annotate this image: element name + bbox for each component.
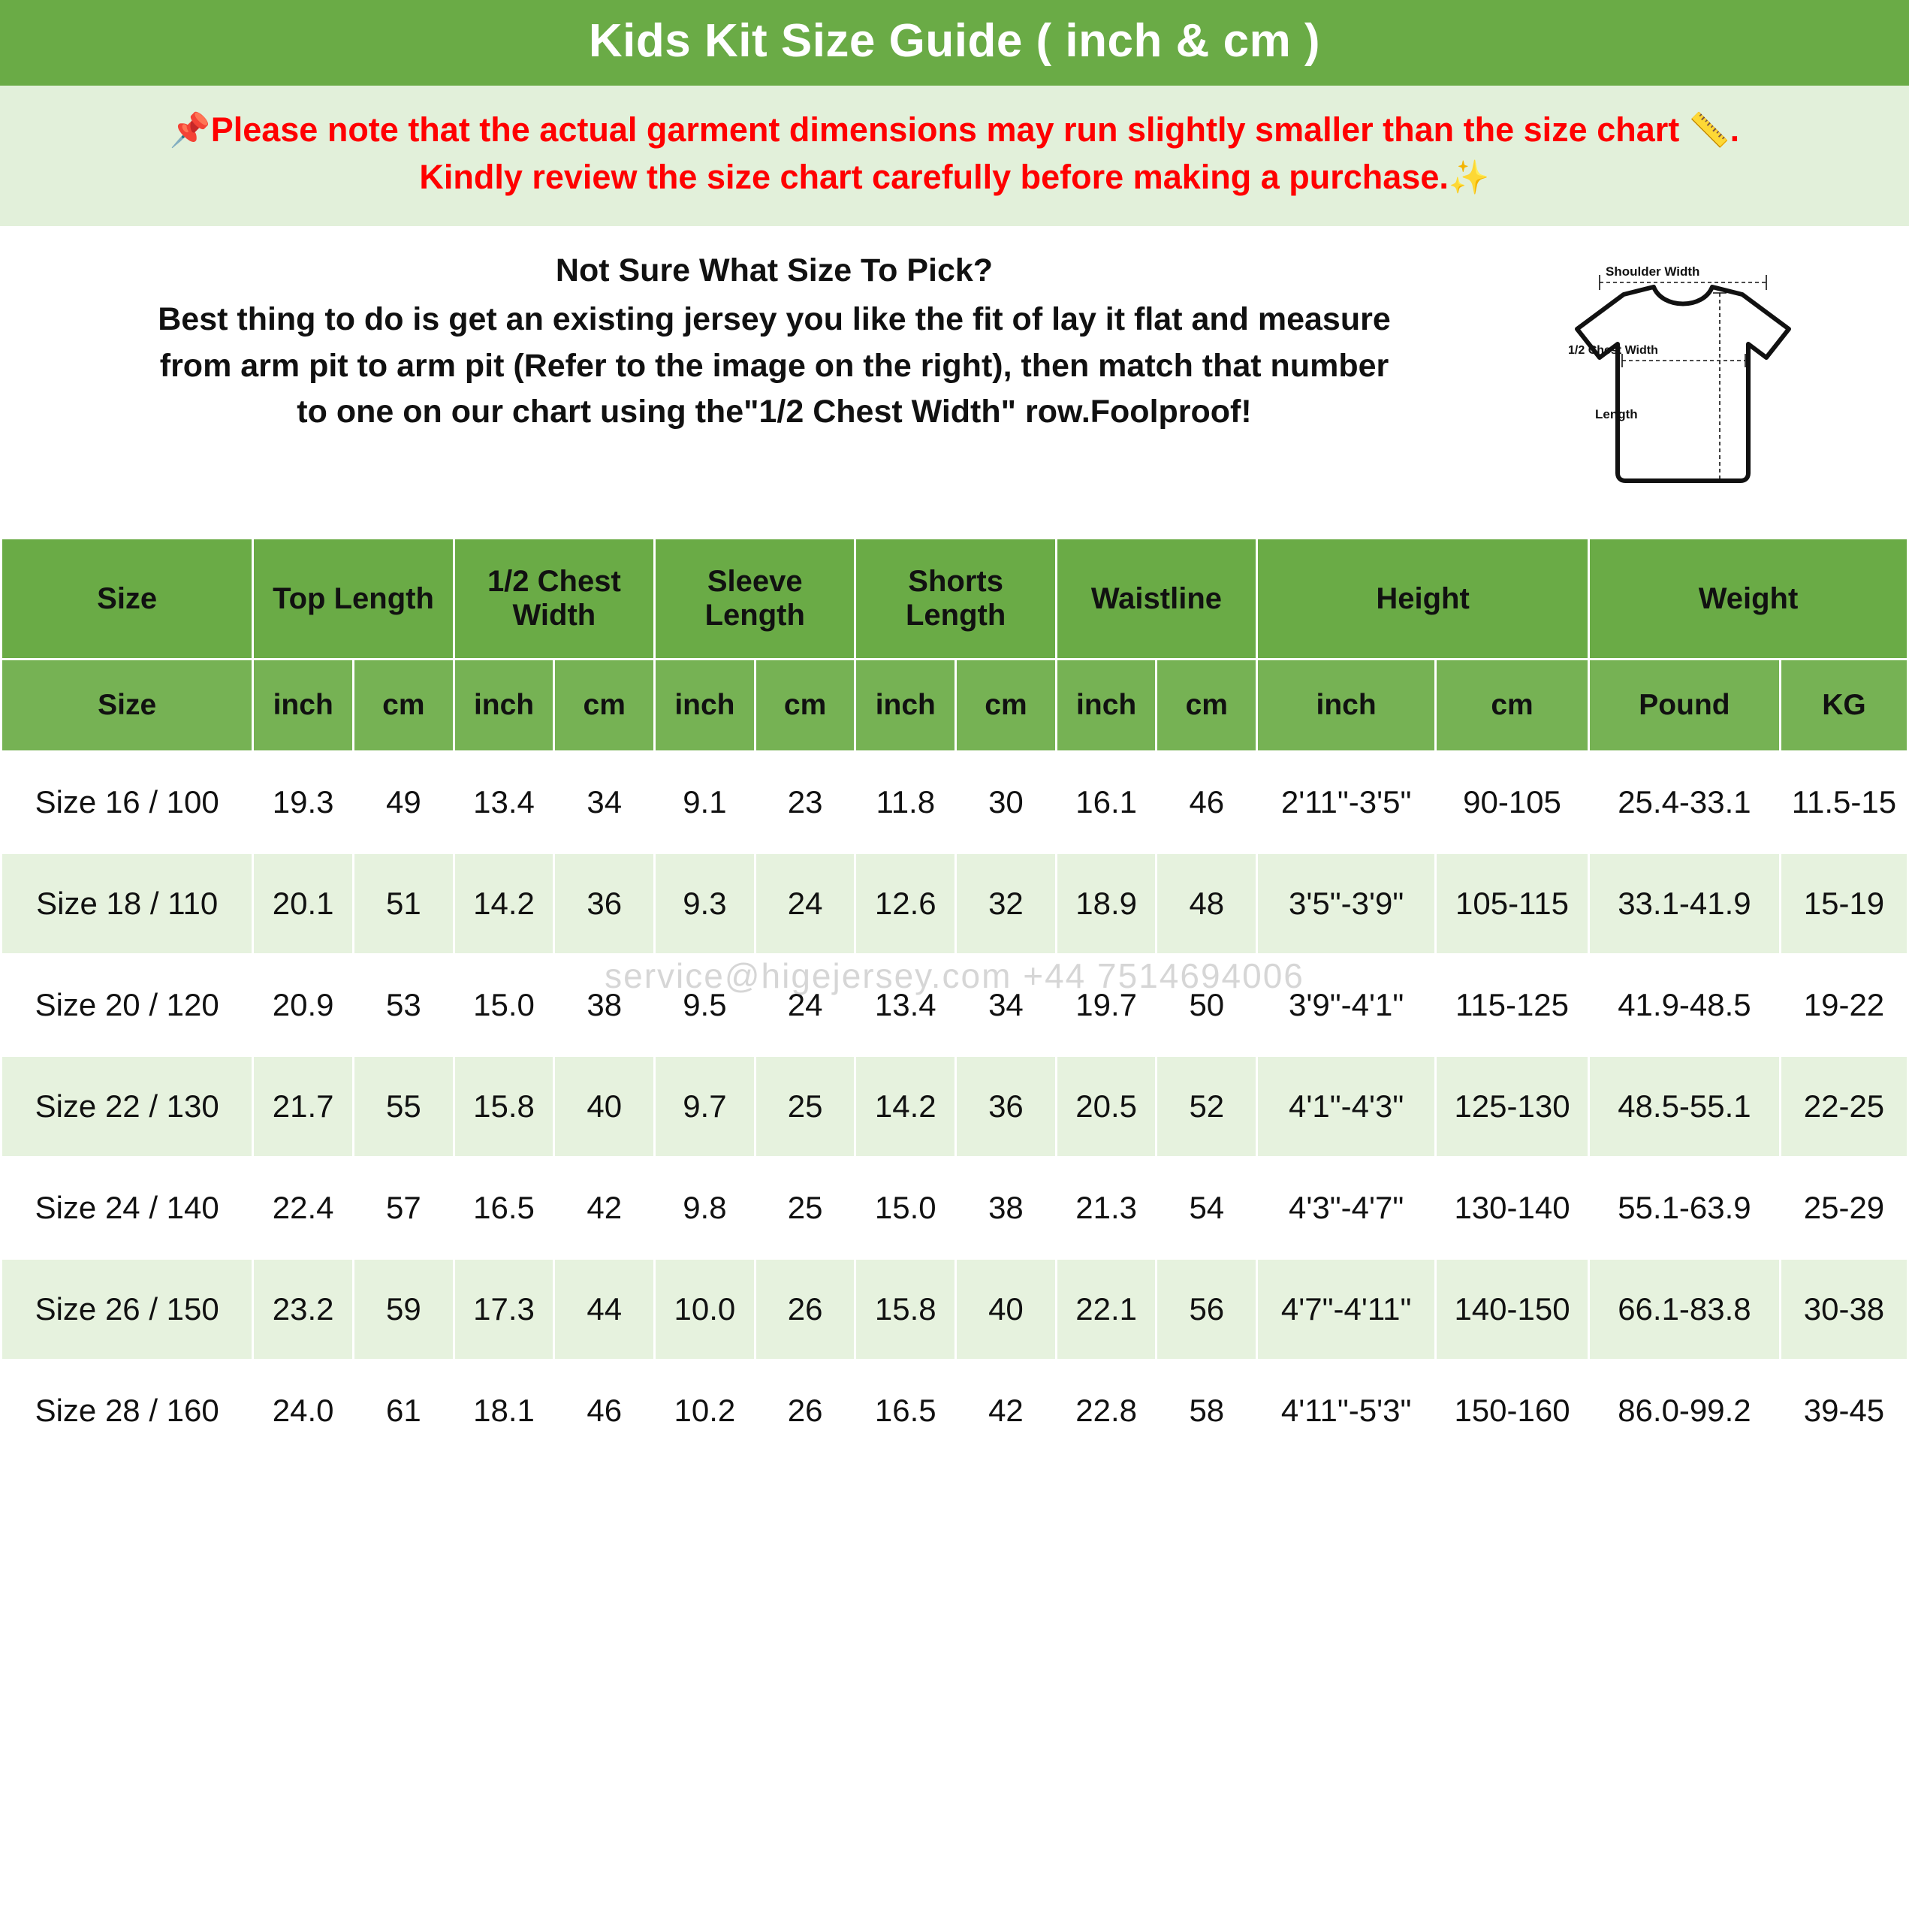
- warning-note-line-1: [23, 107, 1886, 154]
- table-cell: 105-115: [1436, 853, 1589, 955]
- length-label: Length: [1595, 407, 1638, 422]
- table-cell: 54: [1157, 1158, 1257, 1259]
- table-cell: 22.4: [253, 1158, 354, 1259]
- table-cell: 30-38: [1780, 1259, 1907, 1360]
- table-cell: 90-105: [1436, 752, 1589, 853]
- table-cell: 51: [354, 853, 454, 955]
- help-text: [0, 248, 1541, 434]
- table-cell: 11.5-15: [1780, 752, 1907, 853]
- table-body: [2, 752, 1908, 1462]
- table-head: [2, 539, 1908, 752]
- table-cell: 9.1: [655, 752, 755, 853]
- header-sleeve-length: Sleeve Length: [655, 539, 855, 660]
- table-cell: 9.7: [655, 1056, 755, 1158]
- table-cell: 32: [956, 853, 1057, 955]
- table-cell: 18.9: [1056, 853, 1157, 955]
- table-cell: 22.8: [1056, 1360, 1157, 1462]
- table-row: [2, 1259, 1908, 1360]
- table-cell: 25: [755, 1056, 855, 1158]
- warning-note-line-2: [23, 154, 1886, 201]
- table-cell: 150-160: [1436, 1360, 1589, 1462]
- group-header-row: [2, 539, 1908, 660]
- table-cell: 14.2: [454, 853, 554, 955]
- help-heading: Not Sure What Size To Pick?: [555, 252, 994, 289]
- table-cell: 41.9-48.5: [1588, 955, 1780, 1056]
- table-cell: 130-140: [1436, 1158, 1589, 1259]
- table-cell: 13.4: [855, 955, 956, 1056]
- table-cell: 15.8: [454, 1056, 554, 1158]
- table-cell: 18.1: [454, 1360, 554, 1462]
- warning-note: [0, 86, 1909, 228]
- table-cell: 12.6: [855, 853, 956, 955]
- table-cell: 19.7: [1056, 955, 1157, 1056]
- table-cell: 34: [956, 955, 1057, 1056]
- table-cell: 16.5: [454, 1158, 554, 1259]
- table-cell: 4'3"-4'7": [1257, 1158, 1436, 1259]
- table-cell: 25.4-33.1: [1588, 752, 1780, 853]
- tshirt-measurement-diagram: [1541, 248, 1826, 518]
- header-height: Height: [1257, 539, 1589, 660]
- row-size-label: Size 24 / 140: [2, 1158, 253, 1259]
- table-cell: 13.4: [454, 752, 554, 853]
- table-row: [2, 1056, 1908, 1158]
- shoulder-width-label: Shoulder Width: [1606, 264, 1700, 279]
- table-row: [2, 752, 1908, 853]
- unit-height-cm: cm: [1436, 660, 1589, 752]
- unit-weight-kg: KG: [1780, 660, 1907, 752]
- table-cell: 58: [1157, 1360, 1257, 1462]
- table-cell: 39-45: [1780, 1360, 1907, 1462]
- table-cell: 15.0: [855, 1158, 956, 1259]
- table-cell: 3'5"-3'9": [1257, 853, 1436, 955]
- table-cell: 53: [354, 955, 454, 1056]
- table-cell: 38: [956, 1158, 1057, 1259]
- table-cell: 55.1-63.9: [1588, 1158, 1780, 1259]
- table-cell: 33.1-41.9: [1588, 853, 1780, 955]
- warning-note-text-2: Kindly review the size chart carefully before making a purchase.: [419, 157, 1449, 196]
- table-cell: 16.5: [855, 1360, 956, 1462]
- table-row: [2, 955, 1908, 1056]
- unit-top-length-inch: inch: [253, 660, 354, 752]
- table-cell: 42: [956, 1360, 1057, 1462]
- table-cell: 9.8: [655, 1158, 755, 1259]
- table-cell: 22-25: [1780, 1056, 1907, 1158]
- table-cell: 44: [554, 1259, 655, 1360]
- table-cell: 36: [956, 1056, 1057, 1158]
- help-line-3: to one on our chart using the"1/2 Chest Width" row.Foolproof!: [297, 393, 1252, 430]
- pin-icon: 📌: [169, 112, 211, 149]
- table-cell: 66.1-83.8: [1588, 1259, 1780, 1360]
- table-cell: 24: [755, 853, 855, 955]
- table-cell: 19-22: [1780, 955, 1907, 1056]
- table-cell: 56: [1157, 1259, 1257, 1360]
- watermark: service@higejersey.com +44 7514694006: [605, 956, 1304, 995]
- unit-top-length-cm: cm: [354, 660, 454, 752]
- table-cell: 42: [554, 1158, 655, 1259]
- table-row: [2, 853, 1908, 955]
- table-cell: 20.1: [253, 853, 354, 955]
- table-cell: 20.5: [1056, 1056, 1157, 1158]
- table-cell: 15.8: [855, 1259, 956, 1360]
- table-cell: 15-19: [1780, 853, 1907, 955]
- sparkle-icon: ✨: [1448, 158, 1490, 196]
- table-cell: 46: [1157, 752, 1257, 853]
- unit-shorts-cm: cm: [956, 660, 1057, 752]
- table-cell: 21.3: [1056, 1158, 1157, 1259]
- unit-waist-inch: inch: [1056, 660, 1157, 752]
- table-cell: 25-29: [1780, 1158, 1907, 1259]
- header-size: Size: [2, 539, 253, 660]
- header-weight: Weight: [1588, 539, 1907, 660]
- table-cell: 140-150: [1436, 1259, 1589, 1360]
- unit-height-inch: inch: [1257, 660, 1436, 752]
- table-cell: 2'11"-3'5": [1257, 752, 1436, 853]
- table-cell: 10.2: [655, 1360, 755, 1462]
- row-size-label: Size 18 / 110: [2, 853, 253, 955]
- help-section: [0, 228, 1909, 537]
- table-cell: 19.3: [253, 752, 354, 853]
- table-cell: 34: [554, 752, 655, 853]
- page-title: Kids Kit Size Guide ( inch & cm ): [0, 0, 1909, 86]
- table-cell: 22.1: [1056, 1259, 1157, 1360]
- table-cell: 61: [354, 1360, 454, 1462]
- table-row: [2, 1360, 1908, 1462]
- table-cell: 38: [554, 955, 655, 1056]
- size-table: [0, 537, 1909, 1463]
- half-chest-width-label: 1/2 Chest Width: [1568, 344, 1658, 358]
- header-half-chest-width: 1/2 Chest Width: [454, 539, 654, 660]
- table-cell: 55: [354, 1056, 454, 1158]
- table-cell: 48: [1157, 853, 1257, 955]
- row-size-label: Size 26 / 150: [2, 1259, 253, 1360]
- table-cell: 26: [755, 1259, 855, 1360]
- table-cell: 57: [354, 1158, 454, 1259]
- unit-header-row: [2, 660, 1908, 752]
- warning-note-period: .: [1730, 110, 1740, 149]
- table-cell: 40: [554, 1056, 655, 1158]
- table-cell: 9.5: [655, 955, 755, 1056]
- table-cell: 11.8: [855, 752, 956, 853]
- tshirt-icon: [1541, 248, 1826, 518]
- unit-sleeve-cm: cm: [755, 660, 855, 752]
- table-cell: 49: [354, 752, 454, 853]
- unit-weight-pound: Pound: [1588, 660, 1780, 752]
- table-cell: 9.3: [655, 853, 755, 955]
- table-cell: 50: [1157, 955, 1257, 1056]
- table-cell: 24: [755, 955, 855, 1056]
- table-cell: 52: [1157, 1056, 1257, 1158]
- row-size-label: Size 28 / 160: [2, 1360, 253, 1462]
- ruler-icon: 📏: [1688, 112, 1730, 149]
- table-cell: 23: [755, 752, 855, 853]
- unit-chest-cm: cm: [554, 660, 655, 752]
- row-size-label: Size 16 / 100: [2, 752, 253, 853]
- table-cell: 24.0: [253, 1360, 354, 1462]
- table-cell: 46: [554, 1360, 655, 1462]
- table-cell: 16.1: [1056, 752, 1157, 853]
- table-cell: 21.7: [253, 1056, 354, 1158]
- table-cell: 20.9: [253, 955, 354, 1056]
- table-cell: 14.2: [855, 1056, 956, 1158]
- table-cell: 4'1"-4'3": [1257, 1056, 1436, 1158]
- table-cell: 125-130: [1436, 1056, 1589, 1158]
- unit-waist-cm: cm: [1157, 660, 1257, 752]
- table-cell: 36: [554, 853, 655, 955]
- table-cell: 4'7"-4'11": [1257, 1259, 1436, 1360]
- row-size-label: Size 20 / 120: [2, 955, 253, 1056]
- table-row: [2, 1158, 1908, 1259]
- header-waistline: Waistline: [1056, 539, 1256, 660]
- subheader-size: Size: [2, 660, 253, 752]
- unit-sleeve-inch: inch: [655, 660, 755, 752]
- table-cell: 10.0: [655, 1259, 755, 1360]
- table-cell: 30: [956, 752, 1057, 853]
- unit-shorts-inch: inch: [855, 660, 956, 752]
- help-line-2: from arm pit to arm pit (Refer to the image on the right), then match that number: [159, 347, 1389, 384]
- table-cell: 3'9"-4'1": [1257, 955, 1436, 1056]
- table-cell: 17.3: [454, 1259, 554, 1360]
- table-cell: 48.5-55.1: [1588, 1056, 1780, 1158]
- table-cell: 26: [755, 1360, 855, 1462]
- table-cell: 115-125: [1436, 955, 1589, 1056]
- table-cell: 25: [755, 1158, 855, 1259]
- table-cell: 23.2: [253, 1259, 354, 1360]
- table-cell: 86.0-99.2: [1588, 1360, 1780, 1462]
- table-cell: 15.0: [454, 955, 554, 1056]
- unit-chest-inch: inch: [454, 660, 554, 752]
- table-cell: 40: [956, 1259, 1057, 1360]
- table-cell: 59: [354, 1259, 454, 1360]
- help-line-1: Best thing to do is get an existing jersey you like the fit of lay it flat and measure: [158, 301, 1391, 338]
- table-cell: 4'11"-5'3": [1257, 1360, 1436, 1462]
- warning-note-text-1: Please note that the actual garment dimensions may run slightly smaller than the size chart: [210, 110, 1680, 149]
- header-shorts-length: Shorts Length: [855, 539, 1056, 660]
- row-size-label: Size 22 / 130: [2, 1056, 253, 1158]
- header-top-length: Top Length: [253, 539, 454, 660]
